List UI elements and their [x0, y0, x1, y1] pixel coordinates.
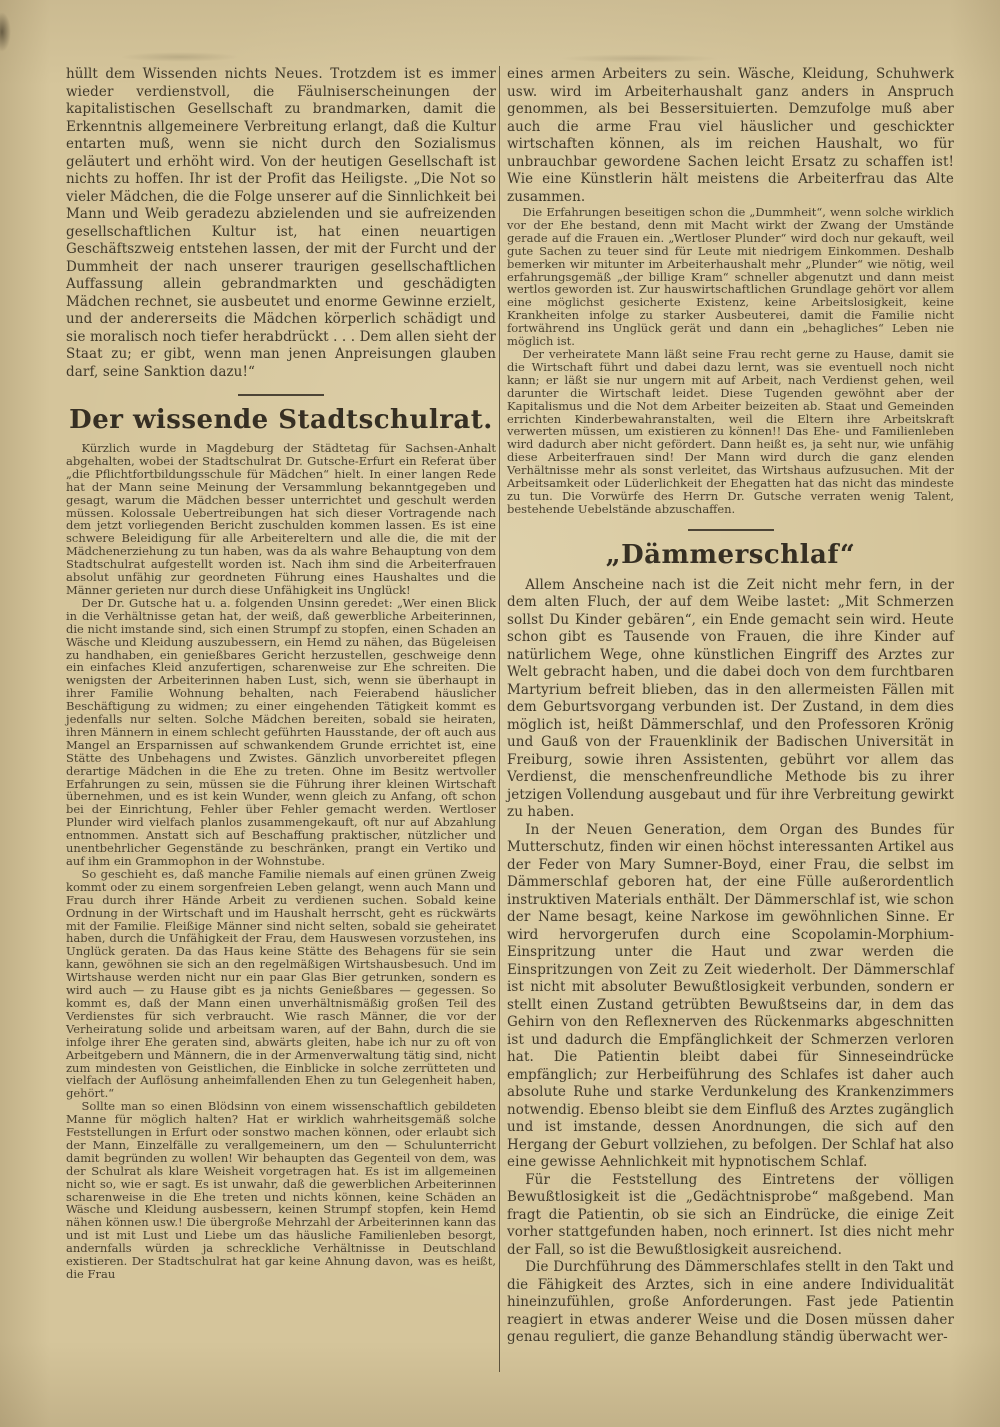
body-paragraph: Kürzlich wurde in Magdeburg der Städtetag für Sachsen-Anhalt abgehalten, wobei der Stadtschulrat Dr. Gutsche-Erfurt ein Referat über „die Pflichtfortbildungsschule für Mädchen“ hielt. In einer langen Rede hat der Mann seine Meinung der Versammlung bekanntgegeben und gesagt, warum die Mädchen besser unterrichtet und geschult werden müssen. Kolossale Uebertreibungen hat sich dieser Vortragende nach dem jetzt vorliegenden Bericht zuschulden kommen lassen. Es ist eine schwere Beleidigung für alle Arbeitereltern und alle die, die mit der Mädchenerziehung zu tun haben, was da als wahre Behauptung von dem Stadtschulrat aufgestellt worden ist. Nach ihm sind die Arbeiterfrauen absolut unfähig zur geordneten Führung eines Haushaltes und die Männer gerieten nur durch diese Unfähigkeit ins Unglück! — [66, 441, 496, 597]
right-column — [507, 66, 954, 1347]
body-paragraph: Die Erfahrungen beseitigen schon die „Dummheit“, wenn solche wirklich vor der Ehe bestand, denn mit Macht wirkt der Zwang der Umstände gerade auf die Frauen ein. „Wertloser Plunder“ wird doch nur gekauft, weil gute Sachen zu teuer sind für Leute mit niedrigem Einkommen. Deshalb bemerken wir mitunter im Arbeiterhaushalt mehr „Plunder“ wie nötig, weil erfahrungsgemäß „der billige Kram“ schneller abgenutzt und dann meist wertlos geworden ist. Zur hauswirtschaftlichen Grundlage gehört vor allem eine möglichst gesicherte Existenz, keine Arbeitslosigkeit, keine Krankheiten infolge zu starker Ausbeuterei, damit die Familie nicht fortwährend ins Unglück gerät und dann ein „behagliches“ Leben nie möglich ist. — [507, 205, 954, 349]
article-headline: „Dämmerschlaf“ — [605, 539, 856, 570]
body-paragraph: In der Neuen Generation, dem Organ des Bundes für Mutterschutz, finden wir einen höchst interessanten Artikel aus der Feder von Mary Sumner-Boyd, einer Frau, die selbst im Dämmerschlaf geboren hat, der eine Fülle außerordentlich instruktiven Materials enthält. Der Dämmerschlaf ist, wie schon der Name besagt, keine Narkose im gewöhnlichen Sinne. Er wird hervorgerufen durch eine Scopolamin-Morphium-Einspritzung unter die Haut und zwar werden die Einspritzungen von Zeit zu Zeit wiederholt. Der Dämmerschlaf ist nicht mit absoluter Bewußtlosigkeit verbunden, sondern er stellt einen Zustand getrübten Bewußtseins dar, in dem das Gehirn von den Reflexnerven des Rückenmarks abgeschnitten ist und dadurch die Empfänglichkeit der Schmerzen verloren hat. Die Patientin bleibt dabei für Sinneseindrücke empfänglich; zur Herbeiführung des Schlafes ist daher auch absolute Ruhe und starke Verdunkelung des Krankenzimmers notwendig. Ebenso bleibt sie dem Einfluß des Arztes zugänglich und ist imstande, dessen Anordnungen, die sich auf den Hergang der Geburt vollziehen, zu befolgen. Der Schlaf hat also eine gewisse Aehnlichkeit mit hypnotischem Schlaf. — [507, 821, 954, 1171]
article-headline: Der wissende Stadtschulrat. — [69, 405, 493, 435]
ink-bleed-mark — [560, 54, 720, 63]
column-divider-rule — [499, 66, 500, 1372]
body-paragraph: Die Durchführung des Dämmerschlafes stellt in den Takt und die Fähigkeit des Arztes, sich in eine andere Individualität hineinzufühlen, große Anforderungen. Fast jede Patientin reagiert in etwas anderer Weise und die Dosen müssen daher genau reguliert, die ganze Behandlung ständig überwacht wer- — [507, 1259, 954, 1346]
left-column — [66, 66, 496, 1281]
section-divider — [688, 529, 774, 531]
body-paragraph: Sollte man so einen Blödsinn von einem wissenschaftlich gebildeten Manne für möglich halten? Hat er wirklich wahrheitsgemäß solche Feststellungen in Erfurt oder sonstwo machen können, oder erlaubt sich der Mann, Einzelfälle zu verallgemeinern, um den — Schulunterricht damit begründen zu wollen! Wir behaupten das Gegenteil von dem, was der Schulrat als klare Weisheit vorgetragen hat. Es ist im allgemeinen nicht so, wie er sagt. Es ist unwahr, daß die gewerblichen Arbeiterinnen scharenweise in die Ehe treten und nichts können, keine Schäden an Wäsche und Kleidung ausbessern, keinen Strumpf stopfen, kein Hemd nähen können usw.! Die übergroße Mehrzahl der Arbeiterinnen kann das und ist mit Lust und Liebe um das häusliche Familienleben besorgt, andernfalls würden ja schreckliche Verhältnisse in Deutschland existieren. Der Stadtschulrat hat gar keine Ahnung davon, was es heißt, die Frau — [66, 1099, 496, 1281]
body-paragraph: Der verheiratete Mann läßt seine Frau recht gerne zu Hause, damit sie die Wirtschaft führt und dabei dazu lernt, was sie eventuell noch nicht kann; er läßt sie nur ungern mit auf Arbeit, nach Verdienst gehen, weil darunter die Wirtschaft leidet. Diese Tugenden gewöhnt aber der Kapitalismus und die Not dem Arbeiter beizeiten ab. Staat und Gemeinden errichten Kinderbewahranstalten, weil die Eltern ihre Arbeitskraft verwerten müssen, um existieren zu können!! Das Ehe- und Familienleben wird dadurch aber nicht gefördert. Dann heißt es, ja seht nur, wie unfähig diese Arbeiterfrauen sind! Der Mann wird durch die ganz elenden Verhältnisse mehr als sonst verleitet, das Wirtshaus aufzusuchen. Mit der Arbeitsamkeit oder Lüderlichkeit der Ehegatten hat das nicht das mindeste zu tun. Die Vorwürfe des Herrn Dr. Gutsche verraten wenig Talent, bestehende Uebelstände abzuschaffen. — [507, 346, 954, 516]
ink-bleed-mark — [120, 52, 240, 62]
body-paragraph: eines armen Arbeiters zu sein. Wäsche, Kleidung, Schuhwerk usw. wird im Arbeiterhaushalt ganz anders in Anspruch genommen, als bei Bessersituierten. Demzufolge muß aber auch die arme Frau viel häuslicher und geschickter wirtschaften können, als im reichen Haushalt, wo für unbrauchbar gewordene Sachen leicht Ersatz zu schaffen ist! Wie eine Künstlerin hält meistens die Arbeiterfrau das Alte zusammen. — [507, 66, 954, 205]
body-paragraph: hüllt dem Wissenden nichts Neues. Trotzdem ist es immer wieder verdienstvoll, die Fäulniserscheinungen der kapitalistischen Gesellschaft zu brandmarken, damit die Erkenntnis allgemeinere Verbreitung erlangt, daß die Kultur entarten muß, wenn sie nicht durch den Sozialismus geläutert und erhöht wird. Von der heutigen Gesellschaft ist nichts zu hoffen. Ihr ist der Profit das Heiligste. „Die Not so vieler Mädchen, die die Folge unserer auf die Sinnlichkeit bei Mann und Weib geradezu abzielenden und sie aufreizenden gesellschaftlichen Kultur ist, hat einen neuartigen Geschäftszweig entstehen lassen, der mit der Furcht und der Dummheit der nach unserer traurigen gesellschaftlichen Auffassung allein gebrandmarkten und geschädigten Mädchen rechnet, sie ausbeutet und enorme Gewinne erzielt, und der andererseits die Mädchen körperlich schädigt und sie moralisch noch tiefer herabdrückt . . . Dem allen sieht der Staat zu; er gibt, wenn man jenen Anpreisungen glauben darf, seine Sanktion dazu!“ — [66, 66, 496, 380]
body-paragraph: Der Dr. Gutsche hat u. a. folgenden Unsinn geredet: „Wer einen Blick in die Verhältnisse getan hat, der weiß, daß gewerbliche Arbeiterinnen, die nicht imstande sind, sich einen Strumpf zu stopfen, einen Schaden an Wäsche und Kleidung auszubessern, ein Hemd zu nähen, das Bügeleisen zu handhaben, ein genießbares Gericht herzustellen, geschweige denn ein einfaches Kleid anzufertigen, scharenweise zur Ehe schreiten. Die wenigsten der Arbeiterinnen haben Lust, sich, wenn sie überhaupt in ihrer Familie Wohnung behalten, nach Feierabend häuslicher Beschäftigung zu widmen; zu einer eingehenden Tätigkeit kommt es jedenfalls nur selten. Solche Mädchen bereiten, sobald sie heiraten, ihren Männern in einem schlecht geführten Hausstande, der oft auch aus Mangel an Ersparnissen auf schwankendem Grunde errichtet ist, eine Stätte des Unbehagens und Zwistes. Gänzlich unvorbereitet pflegen derartige Mädchen in die Ehe zu treten. Ohne im Besitz wertvoller Erfahrungen zu sein, müssen sie die Führung ihrer kleinen Wirtschaft übernehmen, und es ist kein Wunder, wenn gleich zu Anfang, oft schon bei der Einrichtung, Fehler über Fehler gemacht werden. Wertloser Plunder wird vielfach planlos zusammengekauft, oft nur auf Abzahlung entnommen. Anstatt sich auf Beschaffung praktischer, nützlicher und unentbehrlicher Gegenstände zu beschränken, prangt ein Vertiko und auf ihm ein Grammophon in der Wohnstube. — [66, 595, 496, 868]
body-paragraph: So geschieht es, daß manche Familie niemals auf einen grünen Zweig kommt oder zu einem sorgenfreien Leben gelangt, wenn auch Mann und Frau durch ihrer Hände Arbeit zu verdienen suchen. Sobald keine Ordnung in der Wirtschaft und im Haushalt herrscht, geht es rückwärts mit der Familie. Fleißige Männer sind nicht selten, sobald sie geheiratet haben, durch die Unfähigkeit der Frau, dem Hauswesen vorzustehen, ins Unglück geraten. Da das Haus keine Stätte des Behagens für sie sein kann, gewöhnen sie sich an den regelmäßigen Wirtshausbesuch. Und im Wirtshause werden nicht nur ein paar Glas Bier getrunken, sondern es wird auch — zu Hause gibt es ja nichts Genießbares — gegessen. So kommt es, daß der Mann einen unverhältnismäßig großen Teil des Verdienstes für sich verbraucht. Wie rasch Männer, die vor der Verheiratung solide und arbeitsam waren, auf der Bahn, durch die sie infolge ihrer Ehe geraten sind, abwärts gleiten, habe ich nur zu oft von Arbeitgebern und Männern, die in der Armenverwaltung tätig sind, nicht zum mindesten von Geistlichen, die Einblicke in solche zerrütteten und vielfach der Auflösung anheimfallenden Ehen zu tun Gelegenheit haben, gehört.“ — [66, 866, 496, 1101]
section-divider — [238, 394, 324, 396]
ink-smudge — [0, 12, 11, 52]
body-paragraph: Für die Feststellung des Eintretens der völligen Bewußtlosigkeit ist die „Gedächtnisprobe“ maßgebend. Man fragt die Patientin, ob sie sich an Eindrücke, die einige Zeit vorher stattgefunden haben, noch erinnert. Ist dies nicht mehr der Fall, so ist die Bewußtlosigkeit ausreichend. — [507, 1171, 954, 1258]
body-paragraph: Allem Anscheine nach ist die Zeit nicht mehr fern, in der dem alten Fluch, der auf dem Weibe lastet: „Mit Schmerzen sollst Du Kinder gebären“, ein Ende gemacht sein wird. Heute schon gibt es Tausende von Frauen, die ihre Kinder auf natürlichem Wege, ohne künstlichen Eingriff des Arztes zur Welt gebracht haben, und die dabei doch von dem furchtbaren Martyrium befreit blieben, das in den allermeisten Fällen mit dem Geburtsvorgang verbunden ist. Der Zustand, in dem dies möglich ist, heißt Dämmerschlaf, und den Professoren Krönig und Gauß von der Frauenklinik der Badischen Universität in Freiburg, sowie ihren Assistenten, gebührt vor allem das Verdienst, die menschenfreundliche Methode bis zu ihrer jetzigen Vollendung ausgebaut und für ihre Verbreitung gewirkt zu haben. — [507, 576, 954, 821]
